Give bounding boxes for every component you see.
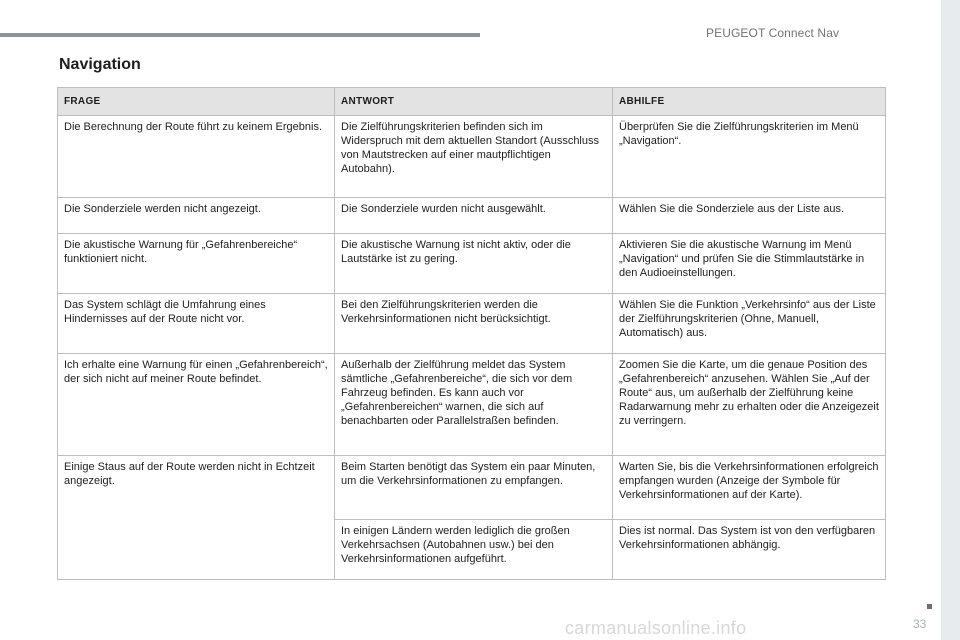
page-title: Navigation xyxy=(59,56,141,73)
table-row xyxy=(58,234,886,294)
brand-label: PEUGEOT Connect Nav xyxy=(706,26,840,40)
column-header-antwort: ANTWORT xyxy=(335,88,613,116)
column-header-abhilfe: ABHILFE xyxy=(613,88,886,116)
answer-cell: Außerhalb der Zielführung meldet das System sämtliche „Gefahrenbereiche“, die sich vor dem Fahrzeug befinden. Es kann auch vor „Gefahrenbereichen“ warnen, die sich auf benachbarten oder Parallelstraßen befinden. xyxy=(335,354,613,456)
remedy-cell: Zoomen Sie die Karte, um die genaue Position des „Gefahrenbereich“ anzusehen. Wählen Sie „Auf der Route“ aus, um außerhalb der Zielführung keine Radarwarnung mehr zu erhalten oder die Anzeigezeit zu verringern. xyxy=(613,354,886,456)
faq-table xyxy=(57,87,886,580)
answer-cell: Die Sonderziele wurden nicht ausgewählt. xyxy=(335,198,613,234)
answer-cell: Die akustische Warnung ist nicht aktiv, oder die Lautstärke ist zu gering. xyxy=(335,234,613,294)
question-cell: Die Berechnung der Route führt zu keinem Ergebnis. xyxy=(58,116,335,198)
answer-cell: Beim Starten benötigt das System ein paar Minuten, um die Verkehrsinformationen zu empfangen. xyxy=(335,456,613,520)
question-cell: Das System schlägt die Umfahrung eines Hindernisses auf der Route nicht vor. xyxy=(58,294,335,354)
table-row xyxy=(58,456,886,520)
table-row xyxy=(58,198,886,234)
table-row xyxy=(58,294,886,354)
page-number: 33 xyxy=(913,617,927,631)
remedy-cell: Überprüfen Sie die Zielführungskriterien im Menü „Navigation“. xyxy=(613,116,886,198)
column-header-frage: FRAGE xyxy=(58,88,335,116)
answer-cell: Die Zielführungskriterien befinden sich im Widerspruch mit dem aktuellen Standort (Ausschluss von Mautstrecken auf einer mautpflichtigen Autobahn). xyxy=(335,116,613,198)
remedy-cell: Warten Sie, bis die Verkehrsinformationen erfolgreich empfangen wurden (Anzeige der Symbole für Verkehrsinformationen auf der Karte). xyxy=(613,456,886,520)
answer-cell: Bei den Zielführungskriterien werden die Verkehrsinformationen nicht berücksichtigt. xyxy=(335,294,613,354)
watermark-text: carmanualsonline.info xyxy=(565,618,747,638)
question-cell: Die Sonderziele werden nicht angezeigt. xyxy=(58,198,335,234)
header-divider-bar xyxy=(0,33,480,37)
table-row xyxy=(58,354,886,456)
remedy-cell: Wählen Sie die Sonderziele aus der Liste aus. xyxy=(613,198,886,234)
table-header-row xyxy=(58,88,886,116)
answer-cell: In einigen Ländern werden lediglich die großen Verkehrsachsen (Autobahnen usw.) bei den Verkehrsinformationen aufgeführt. xyxy=(335,520,613,580)
remedy-cell: Wählen Sie die Funktion „Verkehrsinfo“ aus der Liste der Zielführungskriterien (Ohne, Manuell, Automatisch) aus. xyxy=(613,294,886,354)
question-cell: Einige Staus auf der Route werden nicht in Echtzeit angezeigt. xyxy=(58,456,335,580)
question-cell: Ich erhalte eine Warnung für einen „Gefahrenbereich“, der sich nicht auf meiner Route befindet. xyxy=(58,354,335,456)
remedy-cell: Dies ist normal. Das System ist von den verfügbaren Verkehrsinformationen abhängig. xyxy=(613,520,886,580)
continuation-marker xyxy=(927,604,932,609)
table-row xyxy=(58,116,886,198)
question-cell: Die akustische Warnung für „Gefahrenbereiche“ funktioniert nicht. xyxy=(58,234,335,294)
remedy-cell: Aktivieren Sie die akustische Warnung im Menü „Navigation“ und prüfen Sie die Stimmlautstärke in den Audioeinstellungen. xyxy=(613,234,886,294)
page-side-strip xyxy=(941,0,960,640)
